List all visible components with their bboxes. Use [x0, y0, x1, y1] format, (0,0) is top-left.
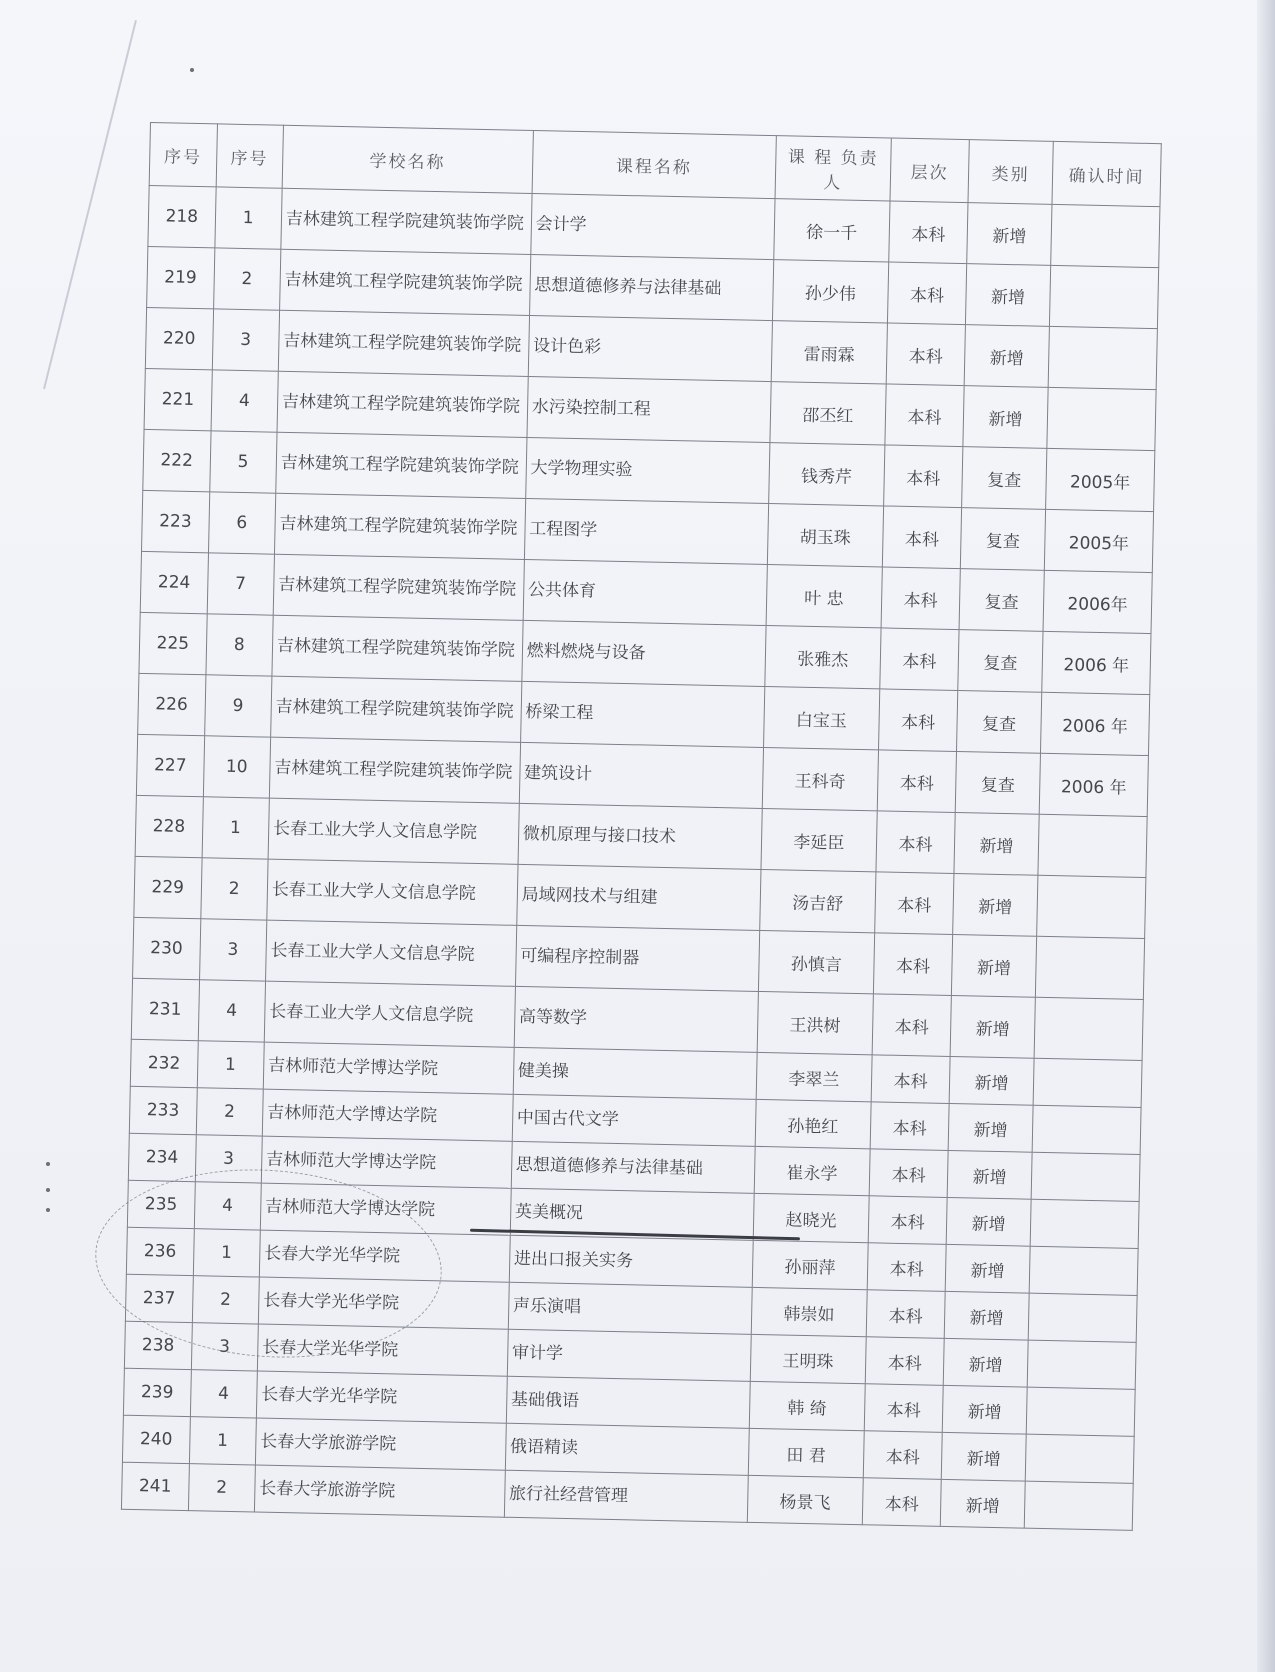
cell-seq: 2 — [196, 1088, 263, 1136]
cell-school: 长春大学光华学院 — [256, 1371, 507, 1423]
cell-type: 新增 — [951, 934, 1036, 997]
cell-school: 吉林建筑工程学院建筑装饰学院 — [274, 493, 525, 559]
cell-seq: 1 — [214, 187, 282, 249]
cell-school: 吉林建筑工程学院建筑装饰学院 — [272, 615, 523, 681]
cell-index: 237 — [125, 1274, 192, 1322]
cell-course: 微机原理与接口技术 — [518, 803, 762, 869]
cell-course: 大学物理实验 — [525, 437, 769, 503]
cell-course: 中国古代文学 — [512, 1094, 756, 1146]
cell-person: 王明珠 — [750, 1334, 866, 1383]
cell-index: 224 — [140, 551, 208, 613]
cell-school: 长春工业大学人文信息学院 — [264, 981, 515, 1047]
cell-level: 本科 — [889, 201, 968, 264]
cell-level: 本科 — [872, 994, 951, 1057]
cell-school: 长春大学旅游学院 — [254, 1465, 505, 1517]
cell-index: 238 — [124, 1321, 191, 1369]
cell-type: 新增 — [947, 1150, 1032, 1199]
cell-index: 218 — [148, 185, 216, 247]
cell-level: 本科 — [866, 1290, 945, 1339]
cell-seq: 4 — [198, 980, 266, 1042]
cell-time: 2005年 — [1046, 448, 1155, 511]
cell-course: 会计学 — [530, 194, 774, 260]
cell-seq: 8 — [205, 614, 273, 676]
cell-type: 新增 — [963, 386, 1048, 449]
cell-type: 新增 — [967, 203, 1052, 266]
cell-index: 239 — [123, 1368, 190, 1416]
cell-type: 新增 — [942, 1385, 1027, 1434]
speck — [46, 1162, 50, 1166]
cell-index: 230 — [133, 917, 201, 979]
cell-course: 设计色彩 — [528, 315, 772, 381]
cell-index: 234 — [128, 1133, 195, 1181]
cell-level: 本科 — [884, 445, 963, 508]
fold-crease — [43, 20, 137, 389]
header-index: 序号 — [149, 123, 217, 187]
cell-person: 崔永学 — [754, 1146, 870, 1195]
cell-person: 孙慎言 — [758, 930, 875, 993]
header-course: 课程名称 — [532, 131, 776, 199]
cell-type: 复查 — [955, 752, 1040, 815]
cell-seq: 1 — [202, 797, 270, 859]
cell-course: 旅行社经营管理 — [504, 1470, 748, 1522]
cell-time — [1029, 1246, 1138, 1295]
cell-time — [1027, 1340, 1136, 1389]
cell-type: 复查 — [959, 569, 1044, 632]
cell-school: 吉林建筑工程学院建筑装饰学院 — [270, 676, 521, 742]
cell-seq: 2 — [213, 248, 281, 310]
cell-level: 本科 — [873, 933, 952, 996]
cell-time: 2006年 — [1043, 570, 1152, 633]
speck — [190, 68, 194, 72]
cell-time — [1028, 1293, 1137, 1342]
cell-level: 本科 — [862, 1478, 941, 1527]
cell-course: 建筑设计 — [519, 742, 763, 808]
cell-index: 229 — [134, 856, 202, 918]
cell-course: 声乐演唱 — [508, 1282, 752, 1334]
cell-type: 新增 — [945, 1244, 1030, 1293]
cell-level: 本科 — [871, 1055, 950, 1104]
speck — [46, 1188, 50, 1192]
cell-level: 本科 — [870, 1102, 949, 1151]
cell-level: 本科 — [876, 811, 955, 874]
cell-seq: 3 — [191, 1323, 258, 1371]
cell-type: 新增 — [943, 1338, 1028, 1387]
cell-type: 新增 — [946, 1197, 1031, 1246]
cell-seq: 3 — [195, 1135, 262, 1183]
cell-person: 孙艳红 — [755, 1099, 871, 1148]
cell-level: 本科 — [882, 506, 961, 569]
cell-time — [1048, 326, 1157, 389]
cell-person: 赵晓光 — [753, 1193, 869, 1242]
speck — [46, 1208, 50, 1212]
cell-course: 英美概况 — [510, 1188, 754, 1240]
cell-seq: 4 — [194, 1182, 261, 1230]
cell-level: 本科 — [867, 1243, 946, 1292]
cell-type: 复查 — [957, 691, 1042, 754]
cell-time: 2006 年 — [1039, 753, 1148, 816]
cell-seq: 3 — [199, 919, 267, 981]
cell-level: 本科 — [886, 323, 965, 386]
cell-time: 2006 年 — [1040, 692, 1149, 755]
cell-type: 新增 — [954, 813, 1039, 876]
cell-index: 227 — [136, 734, 204, 796]
cell-time — [1037, 875, 1146, 938]
cell-time — [1038, 814, 1147, 877]
cell-time — [1033, 1058, 1142, 1107]
cell-index: 219 — [147, 246, 215, 308]
cell-school: 吉林建筑工程学院建筑装饰学院 — [279, 249, 530, 315]
cell-school: 长春大学光华学院 — [257, 1324, 508, 1376]
cell-person: 王科奇 — [762, 747, 879, 810]
cell-person: 孙丽萍 — [752, 1240, 868, 1289]
cell-seq: 2 — [200, 858, 268, 920]
cell-type: 复查 — [958, 630, 1043, 693]
cell-course: 思想道德修养与法律基础 — [511, 1141, 755, 1193]
cell-course: 桥梁工程 — [520, 681, 764, 747]
cell-index: 225 — [139, 612, 207, 674]
cell-level: 本科 — [885, 384, 964, 447]
cell-seq: 9 — [204, 675, 272, 737]
cell-level: 本科 — [877, 750, 956, 813]
header-person: 课 程 负责人 — [775, 136, 892, 201]
cell-time — [1026, 1387, 1135, 1436]
cell-course: 燃料燃烧与设备 — [522, 620, 766, 686]
cell-index: 222 — [143, 429, 211, 491]
cell-person: 叶 忠 — [766, 565, 883, 628]
cell-person: 李翠兰 — [756, 1052, 872, 1101]
cell-school: 吉林师范大学博达学院 — [261, 1136, 512, 1188]
cell-person: 王洪树 — [757, 991, 874, 1054]
cell-time: 2006 年 — [1042, 631, 1151, 694]
cell-school: 长春大学光华学院 — [259, 1230, 510, 1282]
cell-index: 236 — [126, 1227, 193, 1275]
cell-person: 汤吉舒 — [759, 869, 876, 932]
cell-course: 审计学 — [507, 1329, 751, 1381]
cell-type: 复查 — [962, 447, 1047, 510]
cell-school: 吉林师范大学博达学院 — [263, 1042, 514, 1094]
cell-time — [1031, 1152, 1140, 1201]
cell-index: 232 — [130, 1039, 197, 1087]
cell-person: 孙少伟 — [772, 260, 889, 323]
cell-level: 本科 — [863, 1431, 942, 1480]
cell-school: 长春大学光华学院 — [258, 1277, 509, 1329]
cell-school: 吉林建筑工程学院建筑装饰学院 — [273, 554, 524, 620]
cell-course: 水污染控制工程 — [527, 376, 771, 442]
header-type: 类别 — [968, 140, 1053, 205]
cell-level: 本科 — [880, 628, 959, 691]
cell-index: 233 — [129, 1086, 196, 1134]
cell-school: 长春工业大学人文信息学院 — [267, 859, 518, 925]
cell-school: 吉林建筑工程学院建筑装饰学院 — [276, 432, 527, 498]
cell-time — [1047, 387, 1156, 450]
cell-seq: 4 — [190, 1370, 257, 1418]
cell-seq: 6 — [208, 492, 276, 554]
cell-time — [1034, 997, 1143, 1060]
cell-person: 胡玉珠 — [767, 504, 884, 567]
cell-index: 220 — [145, 307, 213, 369]
cell-school: 长春大学旅游学院 — [255, 1418, 506, 1470]
header-time: 确认时间 — [1052, 141, 1161, 206]
cell-person: 徐一千 — [773, 199, 890, 262]
cell-type: 新增 — [948, 1103, 1033, 1152]
cell-course: 可编程序控制器 — [515, 925, 759, 991]
cell-type: 新增 — [940, 1479, 1025, 1528]
cell-index: 240 — [122, 1415, 189, 1463]
cell-type: 新增 — [965, 264, 1050, 327]
cell-person: 韩 绮 — [749, 1381, 865, 1430]
cell-course: 俄语精读 — [505, 1423, 749, 1475]
cell-course: 局域网技术与组建 — [516, 864, 760, 930]
cell-seq: 3 — [212, 309, 280, 371]
cell-seq: 1 — [193, 1229, 260, 1277]
cell-time — [1024, 1481, 1133, 1530]
cell-type: 新增 — [964, 325, 1049, 388]
cell-course: 思想道德修养与法律基础 — [529, 254, 773, 320]
cell-type: 新增 — [949, 1056, 1034, 1105]
cell-time: 2005年 — [1044, 509, 1153, 572]
cell-index: 231 — [131, 978, 199, 1040]
cell-level: 本科 — [879, 689, 958, 752]
cell-time — [1025, 1434, 1134, 1483]
cell-index: 235 — [127, 1180, 194, 1228]
cell-school: 吉林建筑工程学院建筑装饰学院 — [277, 371, 528, 437]
cell-time — [1049, 265, 1158, 328]
cell-level: 本科 — [865, 1337, 944, 1386]
cell-index: 228 — [135, 795, 203, 857]
cell-course: 健美操 — [513, 1047, 757, 1099]
cell-level: 本科 — [875, 872, 954, 935]
cell-seq: 4 — [211, 370, 279, 432]
cell-time — [1051, 204, 1160, 267]
cell-level: 本科 — [869, 1149, 948, 1198]
cell-level: 本科 — [887, 262, 966, 325]
cell-course: 公共体育 — [523, 559, 767, 625]
cell-person: 白宝玉 — [763, 686, 880, 749]
cell-school: 吉林师范大学博达学院 — [262, 1089, 513, 1141]
cell-school: 吉林建筑工程学院建筑装饰学院 — [281, 188, 532, 254]
cell-seq: 1 — [189, 1417, 256, 1465]
cell-level: 本科 — [868, 1196, 947, 1245]
cell-seq: 10 — [203, 736, 271, 798]
cell-seq: 2 — [192, 1276, 259, 1324]
cell-seq: 2 — [188, 1464, 255, 1512]
cell-school: 长春工业大学人文信息学院 — [265, 920, 516, 986]
cell-school: 吉林师范大学博达学院 — [260, 1183, 511, 1235]
cell-person: 韩崇如 — [751, 1287, 867, 1336]
cell-index: 241 — [121, 1462, 188, 1510]
cell-seq: 7 — [207, 553, 275, 615]
cell-course: 工程图学 — [524, 498, 768, 564]
cell-index: 221 — [144, 368, 212, 430]
cell-course: 基础俄语 — [506, 1376, 750, 1428]
cell-person: 张雅杰 — [764, 626, 881, 689]
cell-course: 进出口报关实务 — [509, 1235, 753, 1287]
cell-type: 新增 — [953, 874, 1038, 937]
cell-index: 223 — [142, 490, 210, 552]
cell-person: 杨景飞 — [747, 1475, 863, 1524]
cell-school: 长春工业大学人文信息学院 — [268, 798, 519, 864]
cell-seq: 1 — [197, 1041, 264, 1089]
cell-course: 高等数学 — [514, 986, 758, 1052]
cell-person: 雷雨霖 — [771, 321, 888, 384]
header-school: 学校名称 — [282, 125, 533, 193]
cell-person: 邵丕红 — [770, 382, 887, 445]
cell-person: 钱秀芹 — [768, 443, 885, 506]
cell-time — [1032, 1105, 1141, 1154]
cell-type: 复查 — [960, 508, 1045, 571]
cell-seq: 5 — [209, 431, 277, 493]
cell-type: 新增 — [950, 995, 1035, 1058]
cell-time — [1030, 1199, 1139, 1248]
cell-index: 226 — [138, 673, 206, 735]
cell-level: 本科 — [881, 567, 960, 630]
header-seq: 序号 — [216, 124, 284, 188]
page-edge-shadow — [1257, 0, 1275, 1672]
cell-type: 新增 — [941, 1432, 1026, 1481]
cell-school: 吉林建筑工程学院建筑装饰学院 — [269, 737, 520, 803]
cell-time — [1035, 936, 1144, 999]
cell-type: 新增 — [944, 1291, 1029, 1340]
cell-person: 李延臣 — [761, 808, 878, 871]
cell-school: 吉林建筑工程学院建筑装饰学院 — [278, 310, 529, 376]
cell-level: 本科 — [864, 1384, 943, 1433]
cell-person: 田 君 — [748, 1428, 864, 1477]
header-level: 层次 — [890, 138, 969, 203]
